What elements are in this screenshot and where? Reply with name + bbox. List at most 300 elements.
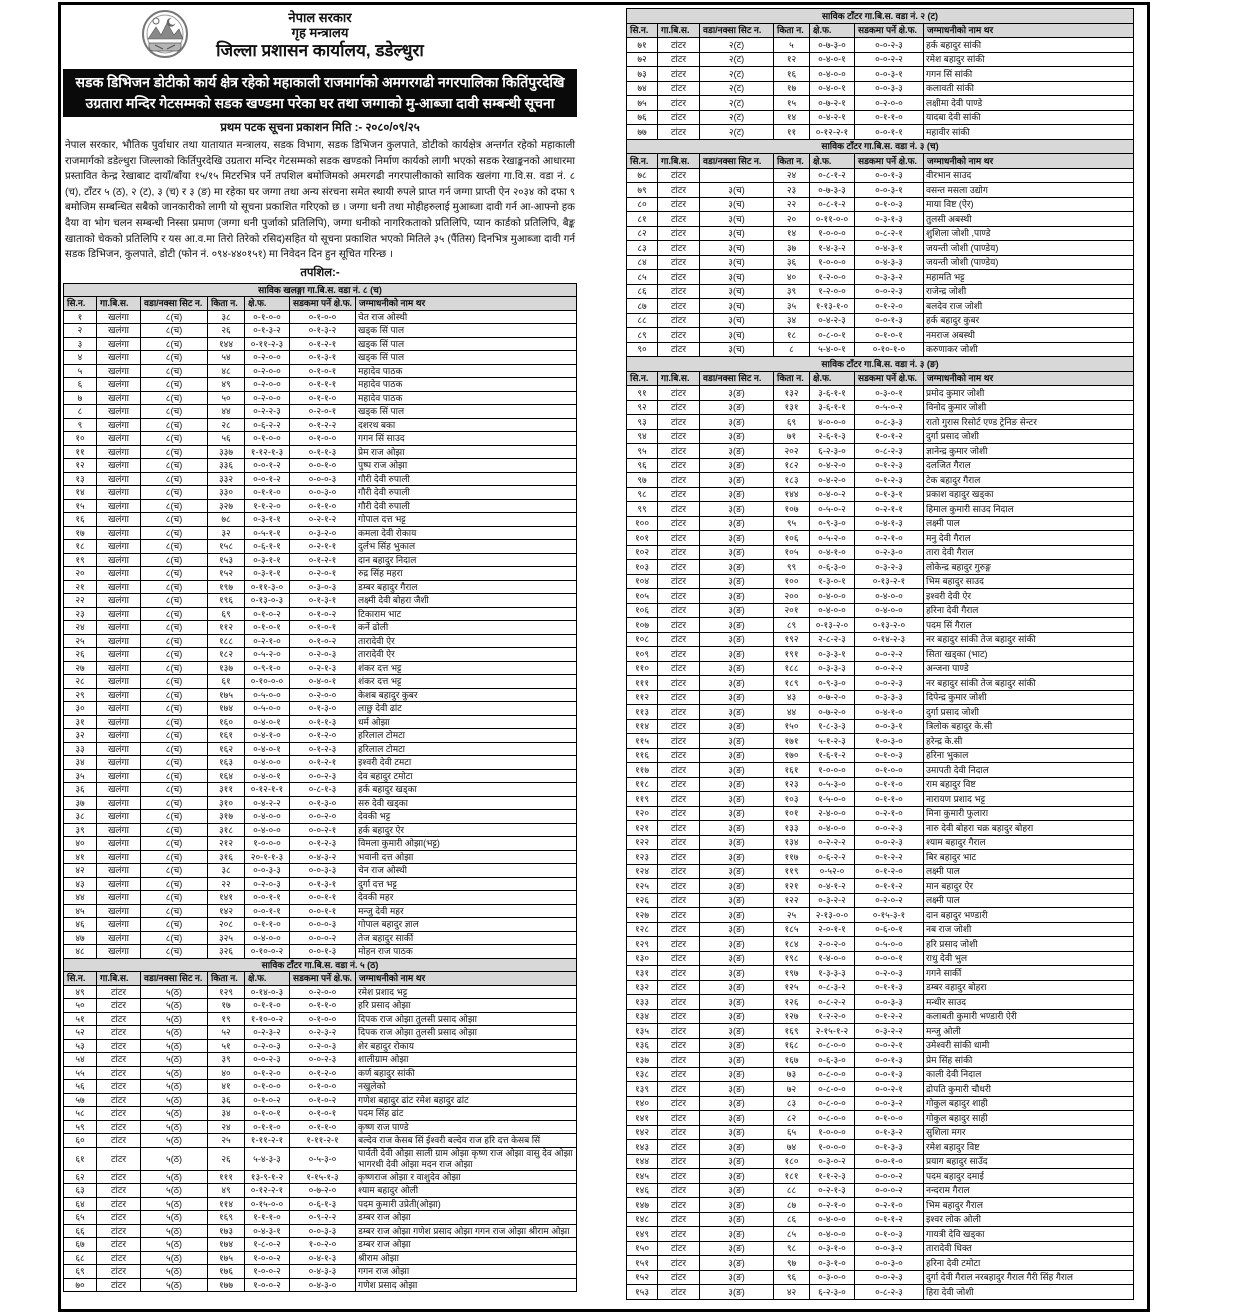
value-cell: टांटर bbox=[658, 763, 700, 778]
value-cell: ११० bbox=[627, 661, 658, 676]
value-cell: खलंगा bbox=[97, 432, 141, 446]
value-cell: ८(च) bbox=[141, 715, 208, 729]
value-cell: ८ bbox=[64, 405, 97, 419]
value-cell: १-११-२-१ bbox=[245, 1134, 290, 1148]
government-name: नेपाल सरकार bbox=[288, 10, 352, 25]
value-cell: १५८ bbox=[208, 540, 245, 554]
value-cell: २८ bbox=[208, 418, 245, 432]
value-cell: ७८ bbox=[627, 168, 658, 183]
value-cell: ०-६-१-३ bbox=[290, 1197, 356, 1211]
value-cell: ०-१-०-२ bbox=[290, 634, 356, 648]
value-cell: १२५ bbox=[627, 879, 658, 894]
value-cell: १३९ bbox=[627, 1082, 658, 1097]
value-cell: टांटर bbox=[97, 999, 141, 1013]
landowner-name-cell: हर्क बहादुर ऐर bbox=[356, 823, 577, 837]
value-cell: ५१ bbox=[208, 1039, 245, 1053]
value-cell: ८५ bbox=[627, 270, 658, 285]
value-cell: ५(ठ) bbox=[141, 1107, 208, 1121]
table-row bbox=[64, 567, 577, 581]
table-row bbox=[627, 966, 1134, 981]
landowner-name-cell: शेर बहादुर रोकाय bbox=[356, 1039, 577, 1053]
value-cell: ३(ङ) bbox=[700, 1067, 774, 1082]
value-cell: ०-४-२-० bbox=[810, 473, 855, 488]
value-cell: ८(च) bbox=[141, 742, 208, 756]
value-cell: ११८ bbox=[627, 777, 658, 792]
value-cell: ०-२-०-० bbox=[855, 96, 924, 111]
value-cell: ५(ठ) bbox=[141, 1147, 208, 1170]
value-cell: १-१०-०-२ bbox=[245, 1012, 290, 1026]
value-cell: १३१ bbox=[627, 966, 658, 981]
column-header: जग्माधनीको नाम थर bbox=[924, 371, 1134, 386]
table-row bbox=[627, 574, 1134, 589]
value-cell: ३(ङ) bbox=[700, 473, 774, 488]
landowner-name-cell: करुणाकर जोशी bbox=[924, 342, 1134, 357]
landowner-name-cell: हिमाल कुमारी साउद निदाल bbox=[924, 502, 1134, 517]
value-cell: ११४ bbox=[627, 719, 658, 734]
value-cell: १४ bbox=[774, 110, 810, 125]
value-cell: ८(च) bbox=[141, 337, 208, 351]
landowner-name-cell: डम्बर राज ओझा गणेश प्रसाद ओझा गगन राज ओझा श्रीराम ओझा bbox=[356, 1224, 577, 1238]
value-cell: ०-२-१-० bbox=[810, 1198, 855, 1213]
table-row bbox=[64, 1080, 577, 1094]
value-cell: ११७ bbox=[627, 763, 658, 778]
value-cell: ०-०-१-१ bbox=[245, 891, 290, 905]
value-cell: खलंगा bbox=[97, 715, 141, 729]
value-cell: ०-१-३-१ bbox=[855, 487, 924, 502]
value-cell: २(ट) bbox=[700, 125, 774, 140]
value-cell: ०-३-३-१ bbox=[810, 647, 855, 662]
landowner-name-cell: तारादेवी धिक्त bbox=[924, 1241, 1134, 1256]
landowner-name-cell: दान बहादुर भण्डारी bbox=[924, 908, 1134, 923]
landowner-name-cell: भवानी दत्त ओझा bbox=[356, 850, 577, 864]
table-row bbox=[627, 81, 1134, 96]
landowner-name-cell: कलाबती कुमारी भण्डारी ऐरी bbox=[924, 1009, 1134, 1024]
column-header: किता न. bbox=[774, 23, 810, 38]
value-cell: खलंगा bbox=[97, 513, 141, 527]
table-row bbox=[627, 850, 1134, 865]
value-cell: १-१-२-३ bbox=[810, 1169, 855, 1184]
value-cell: २(ट) bbox=[700, 67, 774, 82]
landowner-name-cell: महादेव पाठक bbox=[356, 364, 577, 378]
landowner-name-cell: मन्धीर साउद bbox=[924, 995, 1134, 1010]
table-row bbox=[64, 486, 577, 500]
value-cell: ०-३-३-३ bbox=[855, 690, 924, 705]
value-cell: १४ bbox=[774, 226, 810, 241]
value-cell: ७९ bbox=[627, 183, 658, 198]
value-cell: ०-१-३-० bbox=[290, 796, 356, 810]
value-cell: टांटर bbox=[658, 1256, 700, 1271]
value-cell: ५(ठ) bbox=[141, 1026, 208, 1040]
value-cell: ०-८-०-० bbox=[810, 1038, 855, 1053]
value-cell: ३(ङ) bbox=[700, 589, 774, 604]
value-cell: १८ bbox=[774, 328, 810, 343]
value-cell: ३५ bbox=[64, 769, 97, 783]
table-row bbox=[627, 197, 1134, 212]
value-cell: ८(च) bbox=[141, 634, 208, 648]
value-cell: खलंगा bbox=[97, 729, 141, 743]
table-row bbox=[627, 487, 1134, 502]
value-cell: ४० bbox=[64, 837, 97, 851]
value-cell: १३३ bbox=[774, 821, 810, 836]
value-cell: ६९ bbox=[64, 1265, 97, 1279]
value-cell: टांटर bbox=[658, 473, 700, 488]
value-cell: ०-१-१-० bbox=[290, 391, 356, 405]
column-header: सि.न. bbox=[627, 371, 658, 386]
value-cell: ३(ङ) bbox=[700, 1082, 774, 1097]
value-cell: ९० bbox=[627, 342, 658, 357]
value-cell: ८(च) bbox=[141, 783, 208, 797]
landowner-name-cell: वसन्त मसला उद्योग bbox=[924, 183, 1134, 198]
value-cell: ०-२-०-० bbox=[290, 985, 356, 999]
value-cell: ८३ bbox=[774, 1096, 810, 1111]
value-cell: ३२६ bbox=[208, 945, 245, 959]
value-cell: १-०-१-२ bbox=[855, 429, 924, 444]
notice-title-banner bbox=[63, 69, 577, 117]
value-cell: ०-१-१-३ bbox=[290, 715, 356, 729]
value-cell: ८(च) bbox=[141, 729, 208, 743]
value-cell: ३(ङ) bbox=[700, 748, 774, 763]
value-cell: खलंगा bbox=[97, 769, 141, 783]
value-cell: ८४ bbox=[627, 255, 658, 270]
value-cell: ५(ठ) bbox=[141, 1053, 208, 1067]
value-cell: ०-४-०-० bbox=[245, 810, 290, 824]
value-cell: ०-१-२-३ bbox=[290, 742, 356, 756]
value-cell: ५ bbox=[774, 38, 810, 53]
landowner-name-cell: पदम सिं गैराल bbox=[924, 618, 1134, 633]
table-row bbox=[627, 1111, 1134, 1126]
value-cell: ०-१-२-२ bbox=[855, 850, 924, 865]
value-cell: ०-४-३-१ bbox=[245, 1224, 290, 1238]
value-cell: ३(ङ) bbox=[700, 864, 774, 879]
column-header-row bbox=[627, 23, 1134, 38]
value-cell: १४४ bbox=[627, 1154, 658, 1169]
landowner-name-cell: दलजित गैराल bbox=[924, 458, 1134, 473]
value-cell: खलंगा bbox=[97, 337, 141, 351]
table-row bbox=[627, 1285, 1134, 1300]
landowner-name-cell: ज्ञानेन्द्र कुमार जोशी bbox=[924, 444, 1134, 459]
value-cell: १५ bbox=[64, 499, 97, 513]
table-row bbox=[627, 661, 1134, 676]
value-cell: ०-१-२-३ bbox=[855, 473, 924, 488]
landowner-name-cell: गणेश प्रसाद ओझा bbox=[356, 1278, 577, 1292]
landowner-name-cell: हरेन्द्र के.सी bbox=[924, 734, 1134, 749]
value-cell: ०-०-१-१ bbox=[855, 125, 924, 140]
value-cell: टांटर bbox=[97, 1170, 141, 1184]
table-row bbox=[627, 516, 1134, 531]
value-cell: खलंगा bbox=[97, 459, 141, 473]
value-cell: ३(ङ) bbox=[700, 705, 774, 720]
value-cell: टांटर bbox=[658, 647, 700, 662]
value-cell: ०-४-१-० bbox=[855, 705, 924, 720]
landowner-name-cell: गगने सार्की bbox=[924, 966, 1134, 981]
value-cell: टांटर bbox=[658, 1227, 700, 1242]
table-row bbox=[64, 634, 577, 648]
landowner-name-cell: राधु देवी भुल bbox=[924, 951, 1134, 966]
value-cell: २०० bbox=[774, 589, 810, 604]
column-header: किता न. bbox=[774, 154, 810, 169]
value-cell: ०-१-३-३ bbox=[855, 1140, 924, 1155]
value-cell: ०-८-२-३ bbox=[855, 444, 924, 459]
value-cell: ३(ङ) bbox=[700, 444, 774, 459]
landowner-name-cell: अन्जना पाण्डे bbox=[924, 661, 1134, 676]
landowner-name-cell: दान बहादुर निदाल bbox=[356, 553, 577, 567]
value-cell: टांटर bbox=[658, 719, 700, 734]
value-cell: ०-४-०-० bbox=[245, 823, 290, 837]
landowner-name-cell: नब राज जोशी bbox=[924, 922, 1134, 937]
table-row bbox=[627, 38, 1134, 53]
value-cell: ०-२-१-१ bbox=[290, 540, 356, 554]
table-row bbox=[64, 904, 577, 918]
value-cell: ०-४-२-० bbox=[810, 458, 855, 473]
value-cell: ८(च) bbox=[141, 756, 208, 770]
value-cell: टांटर bbox=[97, 1265, 141, 1279]
value-cell: १६० bbox=[208, 715, 245, 729]
value-cell: १६९ bbox=[774, 1024, 810, 1039]
value-cell: ३(ङ) bbox=[700, 603, 774, 618]
landowner-name-cell: विनोद कुमार जोशी bbox=[924, 400, 1134, 415]
value-cell: ०-०-२-३ bbox=[855, 676, 924, 691]
value-cell: १२७ bbox=[627, 908, 658, 923]
table-row bbox=[627, 255, 1134, 270]
value-cell: ८(च) bbox=[141, 607, 208, 621]
value-cell: ३(ङ) bbox=[700, 734, 774, 749]
value-cell: ०-३-२-० bbox=[290, 526, 356, 540]
value-cell: टांटर bbox=[97, 1134, 141, 1148]
value-cell: ३(ङ) bbox=[700, 1038, 774, 1053]
table-row bbox=[64, 1039, 577, 1053]
landowner-name-cell: सिता खड्का (भाट) bbox=[924, 647, 1134, 662]
value-cell: १९७ bbox=[774, 966, 810, 981]
value-cell: ५(ठ) bbox=[141, 1120, 208, 1134]
column-header: किता न. bbox=[208, 297, 245, 311]
value-cell: ८(च) bbox=[141, 661, 208, 675]
value-cell: टांटर bbox=[97, 1120, 141, 1134]
value-cell: १९८ bbox=[774, 951, 810, 966]
table-row bbox=[64, 688, 577, 702]
value-cell: २(ट) bbox=[700, 38, 774, 53]
table-row bbox=[627, 328, 1134, 343]
value-cell: ४२ bbox=[774, 1285, 810, 1300]
value-cell: ०-४-०-० bbox=[810, 1212, 855, 1227]
value-cell: १११ bbox=[627, 676, 658, 691]
value-cell: ८७ bbox=[774, 1198, 810, 1213]
value-cell: टांटर bbox=[658, 1038, 700, 1053]
value-cell: टांटर bbox=[97, 985, 141, 999]
value-cell: १०५ bbox=[774, 545, 810, 560]
column-header: सि.न. bbox=[627, 154, 658, 169]
landowner-name-cell: हरिना भुकाल bbox=[924, 748, 1134, 763]
value-cell: १२१ bbox=[627, 821, 658, 836]
table-row bbox=[64, 729, 577, 743]
value-cell: ७ bbox=[64, 391, 97, 405]
value-cell: ०-०-३-३ bbox=[290, 864, 356, 878]
value-cell: टांटर bbox=[658, 270, 700, 285]
value-cell: ४१ bbox=[64, 850, 97, 864]
value-cell: ८(च) bbox=[141, 702, 208, 716]
table-row bbox=[64, 918, 577, 932]
value-cell: ०-०-१-२ bbox=[245, 459, 290, 473]
value-cell: १८३ bbox=[774, 473, 810, 488]
column-header: किता न. bbox=[208, 972, 245, 986]
table-row bbox=[627, 1270, 1134, 1285]
value-cell: ०-३-१-० bbox=[810, 1256, 855, 1271]
value-cell: ०-०-३-१ bbox=[855, 67, 924, 82]
value-cell: ०-१३-२-० bbox=[855, 618, 924, 633]
value-cell: ०-४-१-३ bbox=[855, 516, 924, 531]
publish-date: प्रथम पटक सूचना प्रकाशन मिति :- २०८०/०९/२५ bbox=[220, 122, 420, 134]
value-cell: ५(ठ) bbox=[141, 1184, 208, 1198]
value-cell: १-२-०-० bbox=[810, 284, 855, 299]
value-cell: ३(ङ) bbox=[700, 1140, 774, 1155]
value-cell: ३(च) bbox=[700, 328, 774, 343]
value-cell: ०-३-०-३ bbox=[290, 580, 356, 594]
value-cell: ९२ bbox=[627, 400, 658, 415]
value-cell: १३१ bbox=[774, 400, 810, 415]
landowner-name-cell: दुर्लभ सिंह भुकाल bbox=[356, 540, 577, 554]
value-cell: १-०-०-० bbox=[810, 226, 855, 241]
table-row bbox=[627, 1183, 1134, 1198]
value-cell: १२६ bbox=[627, 893, 658, 908]
value-cell: १२३ bbox=[627, 850, 658, 865]
table-row bbox=[64, 1026, 577, 1040]
value-cell: ४४ bbox=[64, 891, 97, 905]
value-cell: खलंगा bbox=[97, 796, 141, 810]
table-row bbox=[627, 545, 1134, 560]
value-cell: खलंगा bbox=[97, 904, 141, 918]
value-cell: ०-४-२-२ bbox=[245, 796, 290, 810]
value-cell: टांटर bbox=[658, 502, 700, 517]
value-cell: १०१ bbox=[774, 806, 810, 821]
table-row bbox=[627, 96, 1134, 111]
value-cell: टांटर bbox=[97, 1251, 141, 1265]
section-title: साविक टाँटर गा.बि.स. वडा नं. ३ (ङ) bbox=[627, 357, 1134, 372]
landowner-name-cell: मन्जु ओली bbox=[924, 1024, 1134, 1039]
landowner-name-cell: हरिना देवी टमोटा bbox=[924, 1256, 1134, 1271]
value-cell: ०-०-०-१ bbox=[855, 951, 924, 966]
value-cell: ०-५२-० bbox=[810, 864, 855, 879]
value-cell: ८९ bbox=[627, 328, 658, 343]
column-header: वडा/नक्सा सिट न. bbox=[700, 371, 774, 386]
value-cell: खलंगा bbox=[97, 661, 141, 675]
table-row bbox=[627, 125, 1134, 140]
value-cell: २०१ bbox=[774, 603, 810, 618]
value-cell: ५० bbox=[208, 391, 245, 405]
value-cell: १०० bbox=[774, 574, 810, 589]
value-cell: १-०-०-० bbox=[810, 255, 855, 270]
value-cell: १०८ bbox=[627, 632, 658, 647]
table-row bbox=[64, 945, 577, 959]
value-cell: ५(ठ) bbox=[141, 1170, 208, 1184]
landowner-name-cell: पदम बहादुर दमाई bbox=[924, 1169, 1134, 1184]
value-cell: ०-१-२-३ bbox=[855, 458, 924, 473]
landowner-name-cell: प्रेम सिंह सांकी bbox=[924, 1053, 1134, 1068]
value-cell: ५-४-०-१ bbox=[810, 342, 855, 357]
table-row bbox=[627, 270, 1134, 285]
value-cell: ८(च) bbox=[141, 891, 208, 905]
value-cell: १२ bbox=[64, 459, 97, 473]
value-cell: १४४ bbox=[774, 487, 810, 502]
value-cell: १४२ bbox=[208, 904, 245, 918]
value-cell: ३६ bbox=[208, 1093, 245, 1107]
value-cell: ०-०-२-३ bbox=[290, 1053, 356, 1067]
value-cell: ०-४-३-२ bbox=[290, 850, 356, 864]
value-cell: खलंगा bbox=[97, 891, 141, 905]
landowner-name-cell: महादेव पाठक bbox=[356, 378, 577, 392]
column-header: जग्माधनीको नाम थर bbox=[924, 23, 1134, 38]
value-cell: ३(ङ) bbox=[700, 386, 774, 401]
table-row bbox=[627, 342, 1134, 357]
value-cell: १७ bbox=[208, 999, 245, 1013]
value-cell: खलंगा bbox=[97, 310, 141, 324]
landowner-name-cell: महावीर सांकी bbox=[924, 125, 1134, 140]
table-row bbox=[64, 661, 577, 675]
value-cell: ०-६-२-२ bbox=[245, 418, 290, 432]
value-cell: ११ bbox=[64, 445, 97, 459]
value-cell: ०-१-३-१ bbox=[290, 594, 356, 608]
value-cell: ०-१-०-१ bbox=[290, 1107, 356, 1121]
table-row bbox=[627, 1256, 1134, 1271]
table-row bbox=[627, 647, 1134, 662]
value-cell: टांटर bbox=[658, 1198, 700, 1213]
value-cell: ५१ bbox=[64, 1012, 97, 1026]
value-cell: ०-३-०-२ bbox=[810, 1154, 855, 1169]
value-cell: ५२ bbox=[64, 1026, 97, 1040]
landowner-name-cell: डम्बर राज ओझा bbox=[356, 1238, 577, 1252]
value-cell: ३(ङ) bbox=[700, 632, 774, 647]
value-cell: १३४ bbox=[774, 835, 810, 850]
value-cell: ०-१-२-० bbox=[855, 864, 924, 879]
value-cell: १४० bbox=[627, 1096, 658, 1111]
value-cell: २-१५-१-२ bbox=[810, 1024, 855, 1039]
table-row bbox=[627, 951, 1134, 966]
table-row bbox=[627, 400, 1134, 415]
value-cell: १२९ bbox=[208, 985, 245, 999]
value-cell: ११४ bbox=[208, 1197, 245, 1211]
value-cell: खलंगा bbox=[97, 648, 141, 662]
landowner-name-cell: विमला कुमारी ओझा(भट्ट) bbox=[356, 837, 577, 851]
value-cell: ०-८-२-१ bbox=[855, 226, 924, 241]
value-cell: ३१० bbox=[208, 796, 245, 810]
value-cell: १६३ bbox=[208, 756, 245, 770]
table-row bbox=[627, 908, 1134, 923]
value-cell: १२८ bbox=[627, 922, 658, 937]
value-cell: टांटर bbox=[658, 444, 700, 459]
value-cell: ८(च) bbox=[141, 540, 208, 554]
value-cell: टांटर bbox=[658, 110, 700, 125]
value-cell: ०-४-२-३ bbox=[810, 313, 855, 328]
table-row bbox=[64, 499, 577, 513]
value-cell: ३(च) bbox=[700, 284, 774, 299]
landowner-name-cell: डम्बर वहादुर बोहरा bbox=[924, 980, 1134, 995]
value-cell: ३(ङ) bbox=[700, 1169, 774, 1184]
landowner-name-cell: शुशिला जोशी ,पाण्डे bbox=[924, 226, 1134, 241]
landowner-name-cell: खड्क सिं पाल bbox=[356, 405, 577, 419]
column-header: क्षे.फ. bbox=[245, 297, 290, 311]
value-cell: ५(ठ) bbox=[141, 1039, 208, 1053]
value-cell: ८(च) bbox=[141, 526, 208, 540]
landowner-name-cell: बलदेव राज जोशी bbox=[924, 299, 1134, 314]
value-cell: १-०-०-२ bbox=[245, 1251, 290, 1265]
value-cell: १४३ bbox=[627, 1140, 658, 1155]
value-cell: १७६ bbox=[208, 1265, 245, 1279]
value-cell: ३(ङ) bbox=[700, 1212, 774, 1227]
landowner-name-cell: तारादेवी ऐर bbox=[356, 634, 577, 648]
landowner-name-cell: रुद्र सिंह महरा bbox=[356, 567, 577, 581]
value-cell: १७५ bbox=[208, 1251, 245, 1265]
value-cell: १०९ bbox=[627, 647, 658, 662]
value-cell: ३(ङ) bbox=[700, 966, 774, 981]
landowner-name-cell: सरु देवी खड्का bbox=[356, 796, 577, 810]
